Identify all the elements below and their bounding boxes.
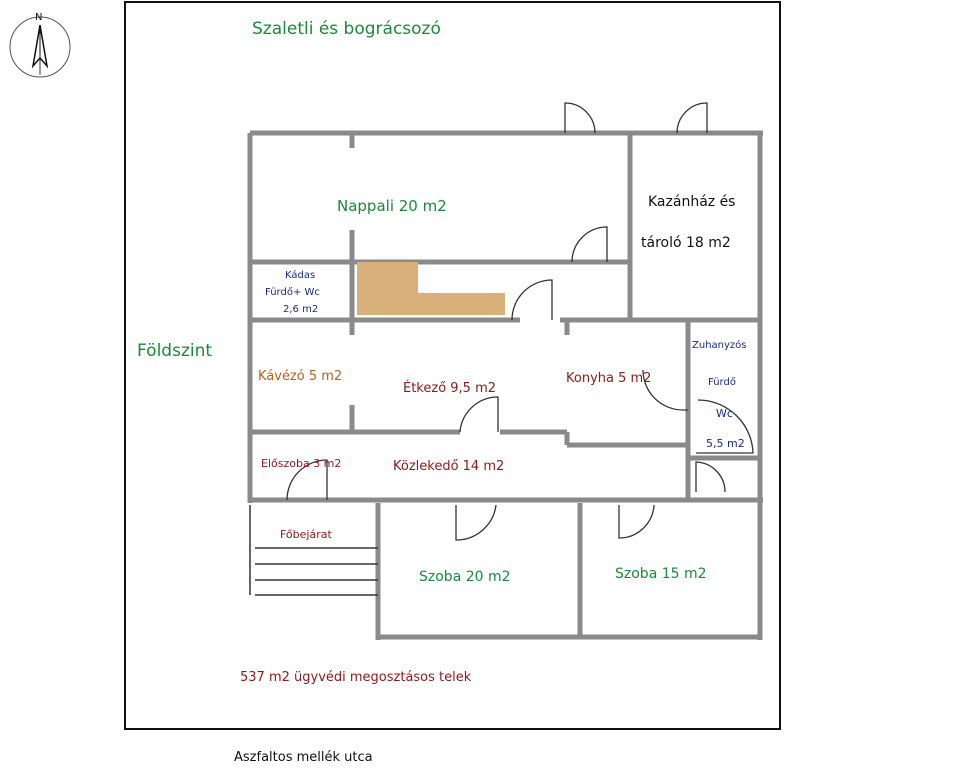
property-border (125, 2, 780, 729)
room-szoba-15: Szoba 15 m2 (615, 566, 707, 582)
room-kozlekedo: Közlekedő 14 m2 (393, 459, 505, 474)
compass-north-label: N (35, 12, 43, 23)
room-zuhany-line2: Fürdő (708, 377, 736, 388)
room-kadas-line2: Fürdő+ Wc (265, 287, 320, 298)
entrance-stairs (250, 505, 378, 595)
title: Szaletli és bográcsozó (252, 19, 441, 39)
room-kazanhaz-line2: tároló 18 m2 (641, 235, 731, 251)
floor-label: Földszint (137, 341, 213, 361)
plot-label: 537 m2 ügyvédi megosztásos telek (240, 670, 472, 685)
room-eloszoba: Előszoba 3 m2 (261, 457, 342, 470)
room-zuhany-line3: Wc (716, 407, 733, 420)
room-nappali: Nappali 20 m2 (337, 197, 447, 215)
street-label: Aszfaltos mellék utca (234, 750, 373, 765)
room-kavezo: Kávézó 5 m2 (258, 369, 343, 384)
room-kazanhaz-line1: Kazánház és (648, 194, 736, 210)
room-zuhany-line4: 5,5 m2 (706, 437, 745, 450)
main-entrance-label: Főbejárat (280, 528, 332, 541)
room-zuhany-line1: Zuhanyzós (692, 340, 747, 351)
room-konyha: Konyha 5 m2 (566, 371, 652, 386)
storage-shading (357, 262, 505, 315)
room-szoba-20: Szoba 20 m2 (419, 569, 511, 585)
room-etkezo: Étkező 9,5 m2 (403, 381, 497, 396)
room-kadas-line1: Kádas (285, 270, 316, 281)
compass-icon (10, 17, 70, 77)
room-kadas-line3: 2,6 m2 (283, 304, 319, 315)
